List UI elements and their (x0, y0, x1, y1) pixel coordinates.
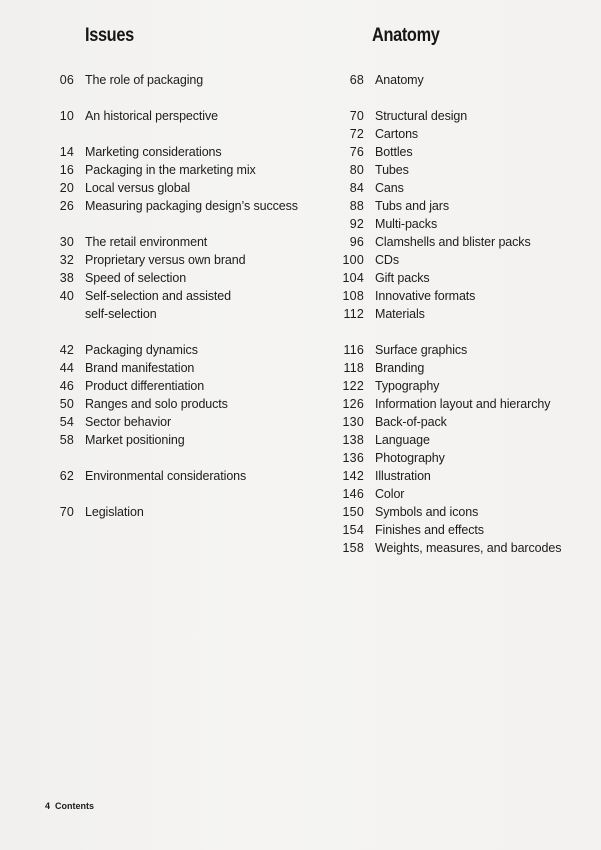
toc-entry-page-number: 138 (342, 433, 364, 447)
toc-entry-page-number: 70 (59, 505, 74, 519)
toc-entry[interactable] (300, 341, 600, 359)
anatomy-entry-list (300, 71, 600, 557)
toc-entry[interactable] (0, 179, 300, 197)
toc-entry-page-number: 10 (59, 109, 74, 123)
group-spacer (0, 215, 300, 233)
toc-entry-title: Proprietary versus own brand (85, 253, 246, 267)
toc-entry[interactable] (300, 197, 600, 215)
toc-entry-page-number: 130 (342, 415, 364, 429)
toc-entry[interactable] (300, 431, 600, 449)
toc-entry[interactable] (300, 287, 600, 305)
toc-entry[interactable] (300, 503, 600, 521)
toc-entry[interactable] (0, 305, 300, 323)
toc-entry[interactable] (300, 269, 600, 287)
toc-entry-page-number: 104 (342, 271, 364, 285)
toc-entry-page-number: 26 (59, 199, 74, 213)
toc-entry-title: Cans (375, 181, 404, 195)
toc-entry-page-number: 118 (343, 361, 364, 375)
toc-entry-page-number: 46 (59, 379, 74, 393)
toc-entry[interactable] (0, 143, 300, 161)
toc-entry-page-number: 30 (59, 235, 74, 249)
toc-entry-title: Illustration (375, 469, 431, 483)
toc-entry-title: Clamshells and blister packs (375, 235, 531, 249)
toc-entry[interactable] (300, 395, 600, 413)
toc-entry-title: Packaging in the marketing mix (85, 163, 256, 177)
toc-entry-title: Market positioning (85, 433, 185, 447)
toc-entry-page-number: 146 (342, 487, 364, 501)
group-spacer (0, 449, 300, 467)
toc-entry[interactable] (300, 215, 600, 233)
toc-entry-title: Color (375, 487, 405, 501)
toc-entry-page-number: 20 (59, 181, 74, 195)
toc-entry[interactable] (300, 233, 600, 251)
toc-entry[interactable] (0, 287, 300, 305)
toc-entry-title: Finishes and effects (375, 523, 484, 537)
toc-entry-page-number: 96 (349, 235, 364, 249)
footer-section-label: Contents (55, 801, 95, 811)
group-spacer (0, 125, 300, 143)
toc-entry-page-number: 50 (59, 397, 74, 411)
toc-entry-title: self-selection (85, 307, 157, 321)
toc-entry-page-number: 54 (59, 415, 74, 429)
toc-entry-title: Surface graphics (375, 343, 468, 357)
toc-entry-title: Tubs and jars (375, 199, 449, 213)
toc-entry[interactable] (300, 539, 600, 557)
toc-entry-title: Materials (375, 307, 425, 321)
issues-heading: Issues (85, 25, 134, 46)
toc-entry[interactable] (300, 359, 600, 377)
toc-entry[interactable] (0, 197, 300, 215)
toc-entry[interactable] (0, 503, 300, 521)
toc-entry-title: Language (375, 433, 430, 447)
toc-entry-title: Sector behavior (85, 415, 172, 429)
toc-entry[interactable] (300, 125, 600, 143)
toc-entry-page-number: 122 (342, 379, 364, 393)
toc-entry[interactable] (0, 395, 300, 413)
toc-entry-title: The retail environment (85, 235, 208, 249)
toc-entry-page-number: 76 (349, 145, 364, 159)
toc-entry[interactable] (300, 521, 600, 539)
toc-entry-page-number: 40 (59, 289, 74, 303)
toc-entry-page-number: 70 (349, 109, 364, 123)
toc-entry-page-number: 62 (59, 469, 74, 483)
toc-entry-title: Tubes (375, 163, 409, 177)
toc-entry[interactable] (300, 485, 600, 503)
toc-entry-page-number: 32 (59, 253, 74, 267)
toc-entry-page-number: 126 (342, 397, 364, 411)
toc-entry-title: An historical perspective (85, 109, 218, 123)
group-spacer (0, 323, 300, 341)
toc-entry-page-number: 136 (342, 451, 364, 465)
toc-entry[interactable] (0, 251, 300, 269)
toc-entry[interactable] (300, 377, 600, 395)
toc-entry-page-number: 42 (59, 343, 74, 357)
group-spacer (300, 323, 600, 341)
toc-entry-title: CDs (375, 253, 400, 267)
footer-page-number: 4 (45, 801, 51, 811)
toc-entry[interactable] (300, 107, 600, 125)
toc-entry-title: Branding (375, 361, 425, 375)
toc-entry[interactable] (300, 305, 600, 323)
toc-entry-title: Packaging dynamics (85, 343, 198, 357)
toc-entry-title: Symbols and icons (375, 505, 479, 519)
toc-entry[interactable] (300, 251, 600, 269)
toc-entry-page-number: 14 (59, 145, 74, 159)
toc-entry-title: Brand manifestation (85, 361, 195, 375)
toc-entry-title: Back-of-pack (375, 415, 447, 429)
toc-entry-title: Bottles (375, 145, 413, 159)
toc-entry[interactable] (300, 161, 600, 179)
issues-entry-list (0, 71, 300, 521)
toc-entry-title: Cartons (375, 127, 419, 141)
page-footer (45, 801, 99, 811)
toc-entry-page-number: 112 (343, 307, 364, 321)
toc-entry-page-number: 158 (342, 541, 364, 555)
toc-entry-page-number: 142 (342, 469, 364, 483)
toc-entry-page-number: 16 (59, 163, 74, 177)
toc-entry[interactable] (300, 449, 600, 467)
toc-entry-title: Measuring packaging design’s success (85, 199, 298, 213)
toc-entry[interactable] (0, 341, 300, 359)
toc-entry[interactable] (0, 233, 300, 251)
toc-entry[interactable] (0, 359, 300, 377)
toc-entry-page-number: 88 (349, 199, 364, 213)
toc-entry-title: Photography (375, 451, 445, 465)
toc-entry-title: Anatomy (375, 73, 424, 87)
toc-entry-title: Speed of selection (85, 271, 187, 285)
toc-entry-page-number: 38 (59, 271, 74, 285)
toc-entry[interactable] (300, 179, 600, 197)
toc-entry-title: Structural design (375, 109, 468, 123)
toc-entry-page-number: 72 (349, 127, 364, 141)
toc-entry-page-number: 44 (59, 361, 74, 375)
toc-entry-title: Innovative formats (375, 289, 476, 303)
anatomy-heading: Anatomy (372, 25, 440, 46)
toc-entry[interactable] (300, 467, 600, 485)
toc-entry-page-number: 06 (59, 73, 74, 87)
toc-entry-title: Multi-packs (375, 217, 438, 231)
toc-entry-page-number: 58 (59, 433, 74, 447)
toc-entry[interactable] (0, 413, 300, 431)
toc-entry-title: Gift packs (375, 271, 430, 285)
toc-entry-page-number: 100 (342, 253, 364, 267)
toc-entry-page-number: 108 (342, 289, 364, 303)
toc-entry-page-number: 80 (349, 163, 364, 177)
toc-entry[interactable] (0, 377, 300, 395)
toc-entry[interactable] (300, 143, 600, 161)
toc-entry[interactable] (0, 431, 300, 449)
toc-entry[interactable] (300, 71, 600, 89)
toc-entry[interactable] (0, 467, 300, 485)
toc-entry-title: Legislation (85, 505, 144, 519)
group-spacer (300, 89, 600, 107)
toc-entry-title: Typography (375, 379, 440, 393)
toc-entry-page-number: 154 (342, 523, 364, 537)
toc-entry-title: Weights, measures, and barcodes (375, 541, 562, 555)
toc-entry-page-number: 68 (349, 73, 364, 87)
toc-entry-title: Local versus global (85, 181, 191, 195)
toc-entry[interactable] (0, 161, 300, 179)
toc-entry-title: Marketing considerations (85, 145, 222, 159)
toc-entry[interactable] (0, 71, 300, 89)
toc-entry-page-number: 92 (349, 217, 364, 231)
toc-entry-title: The role of packaging (85, 73, 204, 87)
toc-entry[interactable] (0, 107, 300, 125)
toc-entry-title: Environmental considerations (85, 469, 247, 483)
group-spacer (0, 485, 300, 503)
toc-entry[interactable] (0, 269, 300, 287)
toc-entry-page-number: 84 (349, 181, 364, 195)
group-spacer (0, 89, 300, 107)
toc-entry-title: Information layout and hierarchy (375, 397, 551, 411)
toc-entry-title: Self-selection and assisted (85, 289, 231, 303)
toc-entry-title: Product differentiation (85, 379, 205, 393)
toc-entry-page-number: 150 (342, 505, 364, 519)
toc-entry-title: Ranges and solo products (85, 397, 228, 411)
toc-entry[interactable] (300, 413, 600, 431)
toc-entry-page-number: 116 (343, 343, 364, 357)
